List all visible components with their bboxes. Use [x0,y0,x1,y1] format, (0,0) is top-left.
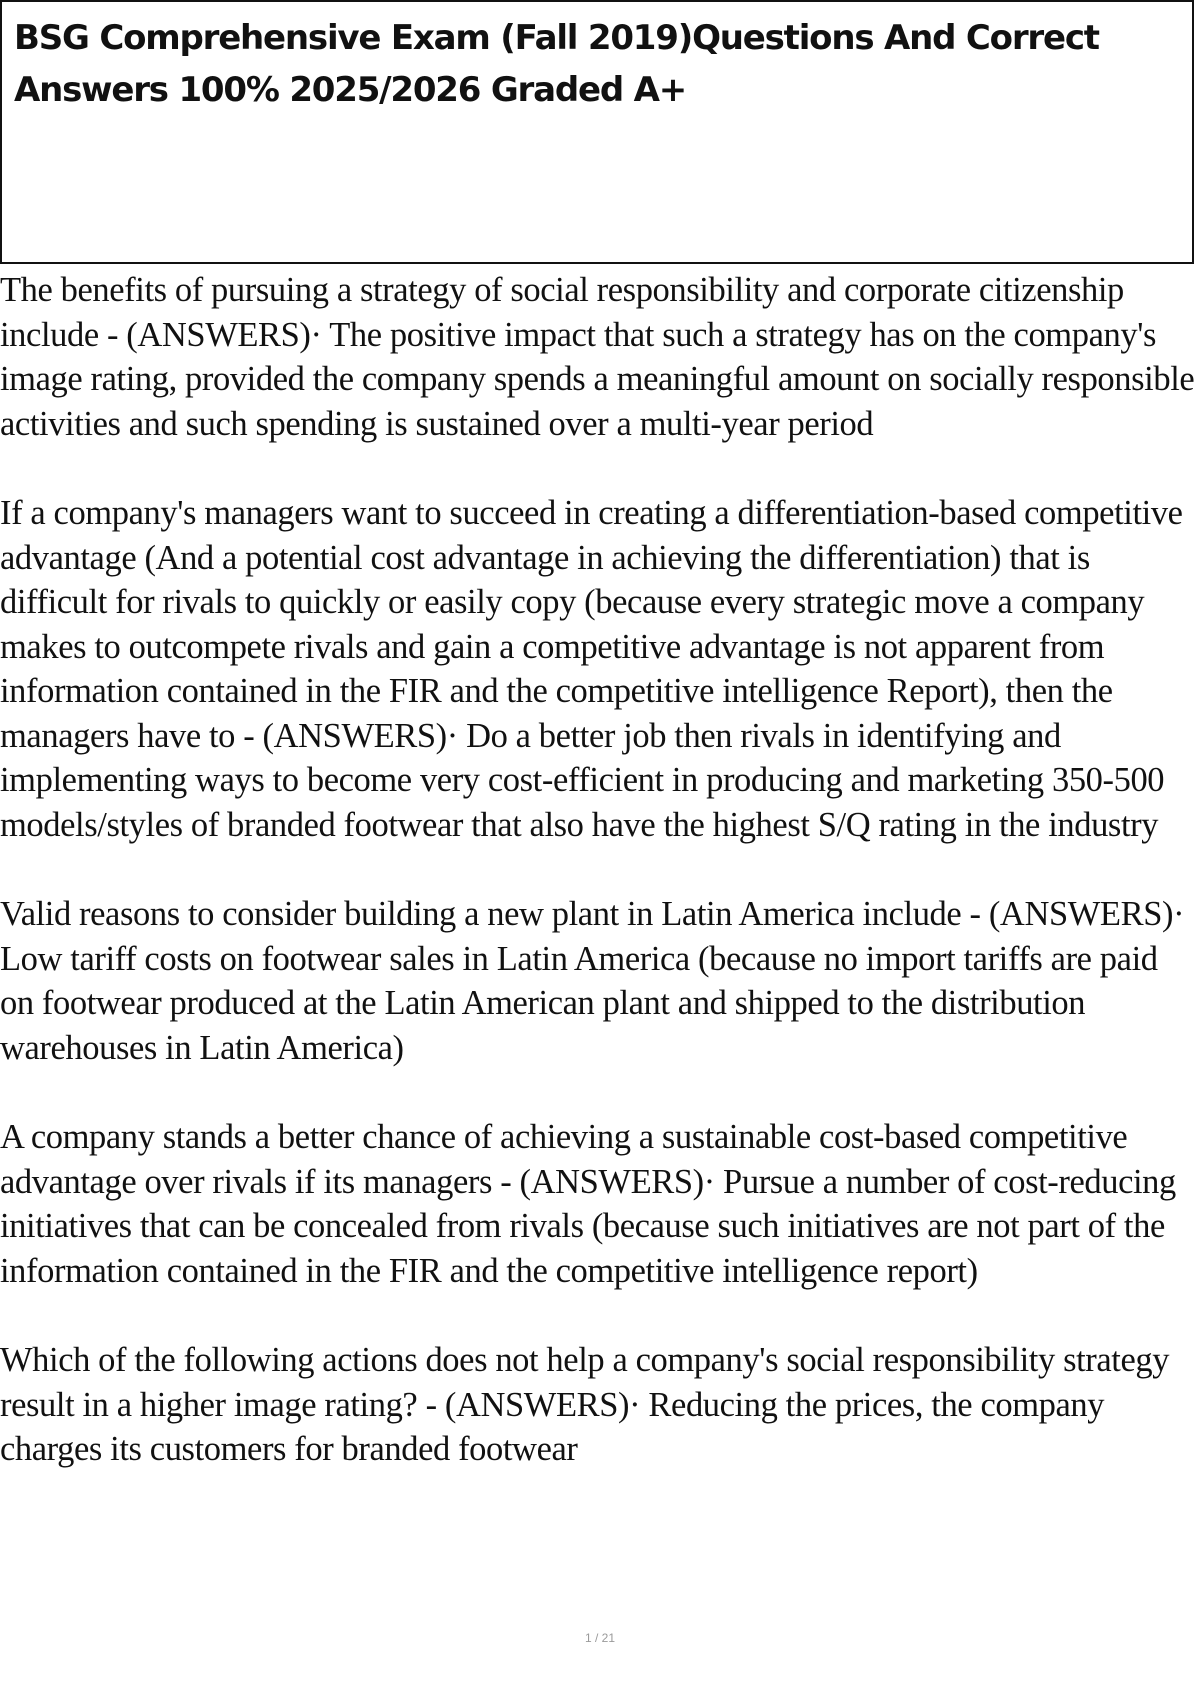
title-box [0,0,1194,264]
page-number: 1 / 21 [584,1631,616,1645]
qa-entry-5: Which of the following actions does not help a company's social responsibility strategy result in a higher image rating? - (ANSWERS)· Reducing the prices, the company charges its customers for branded footwear [0,1341,1170,1468]
document-body [0,268,1196,1517]
qa-entry-1: The benefits of pursuing a strategy of social responsibility and corporate citizenship include - (ANSWERS)· The positive impact that such a strategy has on the company's image rating, provided the company spends a meaningful amount on socially responsible activities and such spending is sustained over a multi-year period [0,271,1195,443]
document-title: BSG Comprehensive Exam (Fall 2019)Questions And Correct Answers 100% 2025/2026 Graded A+ [14,18,1099,110]
qa-entry-3: Valid reasons to consider building a new plant in Latin America include - (ANSWERS)· Low tariff costs on footwear sales in Latin America (because no import tariffs are paid on footwear produced at the Latin American plant and shipped to the distribution warehouses in Latin America) [0,895,1185,1067]
qa-entry-2: If a company's managers want to succeed in creating a differentiation-based competitive advantage (And a potential cost advantage in achieving the differentiation) that is difficult for rivals to quickly or easily copy (because every strategic move a company makes to outcompete rivals and gain a competitive advantage is not apparent from information contained in the FIR and the competitive intelligence Report), then the managers have to - (ANSWERS)· Do a better job then rivals in identifying and implementing ways to become very cost-efficient in producing and marketing 350-500 models/styles of branded footwear that also have the highest S/Q rating in the industry [0,494,1183,844]
qa-entry-4: A company stands a better chance of achieving a sustainable cost-based competitive advantage over rivals if its managers - (ANSWERS)· Pursue a number of cost-reducing initiatives that can be concealed from rivals (because such initiatives are not part of the information contained in the FIR and the competitive intelligence report) [0,1118,1176,1290]
